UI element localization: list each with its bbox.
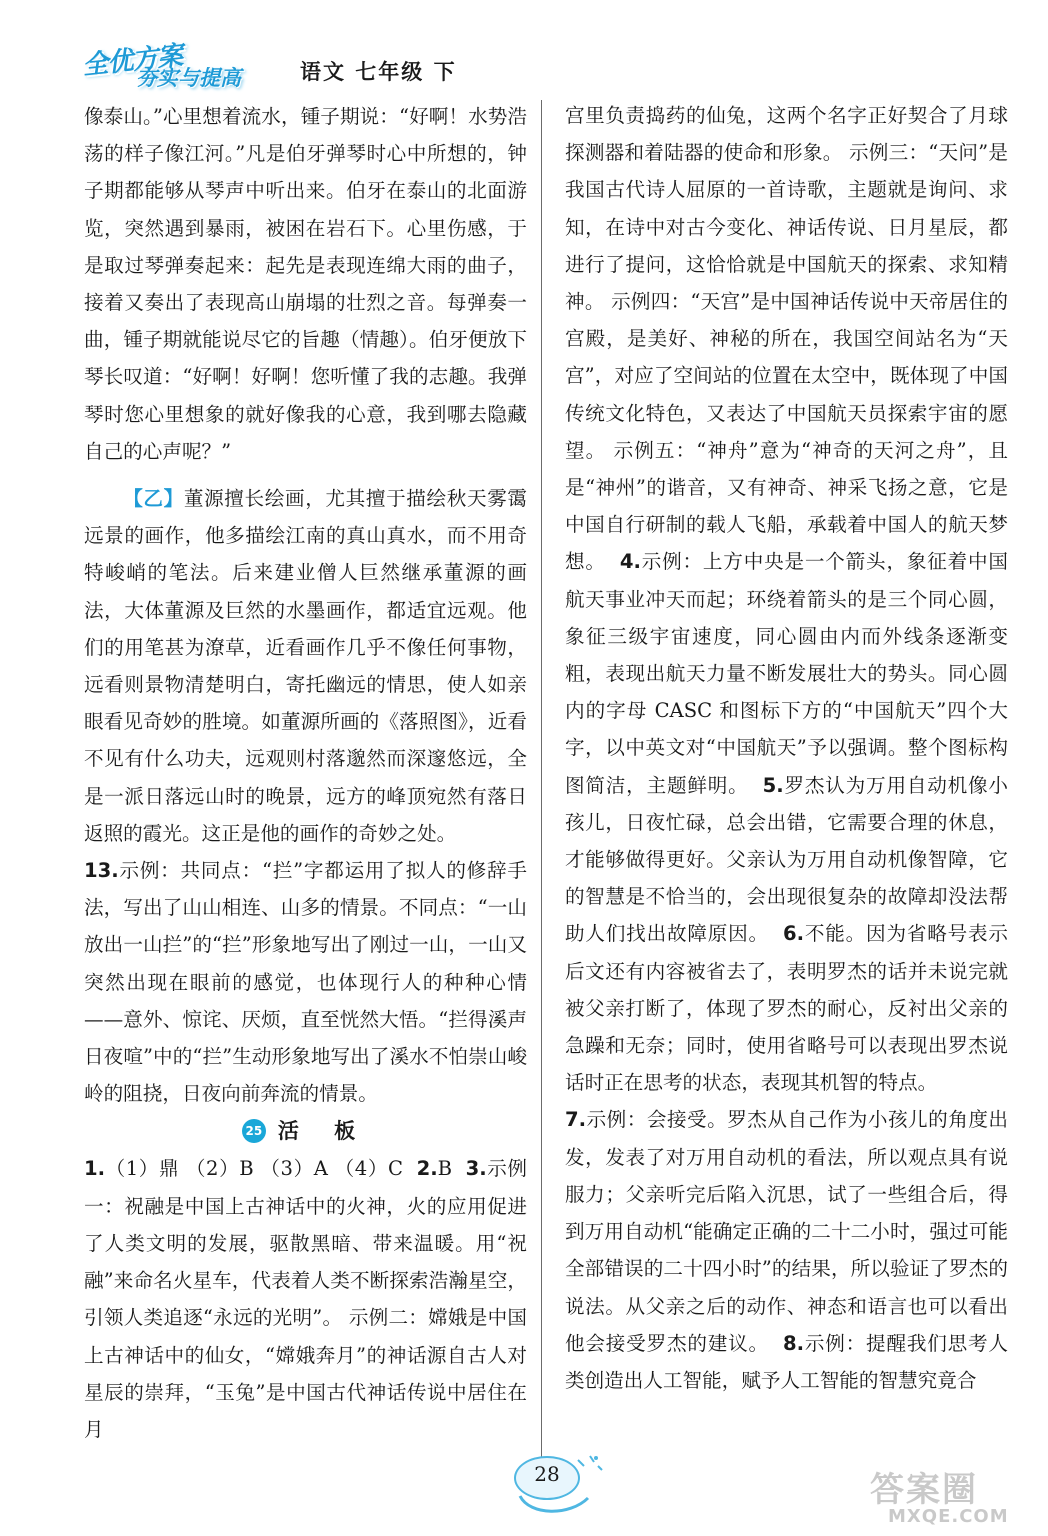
- series-logo: [78, 34, 283, 90]
- section-heading: [84, 1112, 527, 1150]
- answer-2-text: B: [437, 1157, 453, 1181]
- answers-3-to-5: [565, 97, 1008, 1101]
- answer-7-text: 示例：会接受。罗杰从自己作为小孩儿的角度出发，发表了对万用自动机的看法，所以观点具有说服力；父亲听完后陷入沉思，试了一些组合后，得到万用自动机“能确定正确的二十二小时，强过可能全部错误的二十四小时”的结果，所以验证了罗杰的说法。从父亲之后的动作、神态和语言也可以看出他会接受罗杰的建议。: [565, 1108, 1008, 1355]
- answer-7: [565, 1101, 1008, 1399]
- answer-8-text: 示例：提醒我们思考人类创造出人工智能，赋予人工智能的智慧究竟合: [565, 1331, 1009, 1392]
- left-column: [84, 98, 527, 1448]
- question-number-2: 2.: [416, 1157, 438, 1181]
- question-number-3: 3.: [465, 1157, 487, 1181]
- page-header: [78, 34, 538, 96]
- watermark-logo: [870, 1462, 1040, 1528]
- question-number-13: 13.: [84, 859, 119, 883]
- yi-tag: 【乙】: [123, 487, 184, 511]
- translation-yi: [84, 480, 527, 852]
- watermark-text: 答案圈: [870, 1470, 978, 1510]
- page-number-badge: [500, 1446, 610, 1518]
- section-title: 活 板: [277, 1118, 370, 1143]
- translation-yi-text: 董源擅长绘画，尤其擅于描绘秋天雾霭远景的画作，他多描绘江南的真山真水，而不用奇特峻峭的笔法。后来建业僧人巨然继承董源的画法，大体董源及巨然的水墨画作，都适宜远观。他们的用笔甚为潦草，近看画作几乎不像任何事物，远看则景物清楚明白，寄托幽远的情思，使人如亲眼看见奇妙的胜境。如董源所画的《落照图》，近看不见有什么功夫，远观则村落邈然而深邃悠远，全是一派日落远山时的晚景，远方的峰顶宛然有落日返照的霞光。这正是他的画作的奇妙之处。: [84, 487, 528, 845]
- right-column: [565, 97, 1008, 1399]
- question-number-4: 4.: [619, 550, 641, 574]
- answer-3-continued: 宫里负责捣药的仙兔，这两个名字正好契合了月球探测器和着陆器的使命和形象。 示例三：“天问”是我国古代诗人屈原的一首诗歌，主题就是询问、求知，在诗中对古今变化、神话传说、日月星辰，都进行了提问，这恰恰就是中国航天的探索、求知精神。 示例四：“天宫”是中国神话传说中天帝居住的宫殿，是美好、神秘的所在，我国空间站名为“天宫”，对应了空间站的位置在太空中，既体现了中国传统文化特色，又表达了中国航天员探索宇宙的愿望。 示例五：“神舟”意为“神奇的天河之舟”，且是“神州”的谐音，又有神奇、神采飞扬之意，它是中国自行研制的载人飞船，承载着中国人的航天梦想。: [565, 104, 1008, 574]
- section-number-badge: 25: [242, 1119, 266, 1143]
- question-number-7: 7.: [565, 1108, 587, 1132]
- answer-5-text: 罗杰认为万用自动机像小孩儿，日夜忙碌，总会出错，它需要合理的休息，才能够做得更好。父亲认为万用自动机像智障，它的智慧是不恰当的，会出现很复杂的故障却没法帮助人们找出故障原因。: [565, 773, 1009, 946]
- question-number-8: 8.: [783, 1331, 805, 1355]
- question-number-5: 5.: [762, 773, 784, 797]
- answer-6-text: 不能。因为省略号表示后文还有内容被省去了，表明罗杰的话并未说完就被父亲打断了，体现了罗杰的耐心，反衬出父亲的急躁和无奈；同时，使用省略号可以表现出罗杰说话时正在思考的状态，表现其机智的特点。: [565, 922, 1009, 1095]
- answers-1-3: [84, 1150, 527, 1448]
- question-number-6: 6.: [783, 922, 805, 946]
- answer-4-text: 示例：上方中央是一个箭头，象征着中国航天事业冲天而起；环绕着箭头的是三个同心圆，象征三级宇宙速度，同心圆由内而外线条逐渐变粗，表现出航天力量不断发展壮大的势头。同心圆内的字母 CASC 和图标下方的“中国航天”四个大字，以中英文对“中国航天”予以强调。整个图标构图简洁，主题鲜明。: [565, 550, 1009, 797]
- logo-line-2: 夯实与提高: [136, 66, 241, 90]
- page-number: 28: [534, 1462, 560, 1486]
- answer-3-text: 示例一：祝融是中国上古神话中的火神，火的应用促进了人类文明的发展，驱散黑暗、带来温暖。用“祝融”来命名火星车，代表着人类不断探索浩瀚星空，引领人类追逐“永远的光明”。 示例二：嫦娥是中国上古神话中的仙女，“嫦娥奔月”的神话源自古人对星辰的崇拜，“玉兔”是中国古代神话传说中居住在月: [84, 1157, 528, 1441]
- answer-13-text: 示例：共同点：“拦”字都运用了拟人的修辞手法，写出了山山相连、山多的情景。不同点：“一山放出一山拦”的“拦”形象地写出了刚过一山，一山又突然出现在眼前的感觉，也体现行人的种种心情——意外、惊诧、厌烦，直至恍然大悟。“拦得溪声日夜喧”中的“拦”生动形象地写出了溪水不怕崇山峻岭的阻挠，日夜向前奔流的情景。: [84, 859, 527, 1106]
- watermark-url: MXQE.COM: [888, 1506, 1009, 1527]
- column-divider: [541, 100, 542, 1478]
- subject-grade-label: 语文 七年级 下: [300, 60, 457, 84]
- answer-13: [84, 852, 527, 1112]
- answer-1-text: （1）鼎 （2）B （3）A （4）C: [105, 1157, 403, 1181]
- question-number-1: 1.: [84, 1157, 106, 1181]
- translation-jia-end: 像泰山。”心里想着流水，锺子期说：“好啊！水势浩荡的样子像江河。”凡是伯牙弹琴时心中所想的，钟子期都能够从琴声中听出来。伯牙在泰山的北面游览，突然遇到暴雨，被困在岩石下。心里伤感，于是取过琴弹奏起来：起先是表现连绵大雨的曲子，接着又奏出了表现高山崩塌的壮烈之音。每弹奏一曲，锺子期就能说尽它的旨趣（情趣）。伯牙便放下琴长叹道：“好啊！好啊！您听懂了我的志趣。我弹琴时您心里想象的就好像我的心意，我到哪去隐藏自己的心声呢？”: [84, 105, 527, 463]
- logo-line-1: 全优方案: [80, 40, 184, 82]
